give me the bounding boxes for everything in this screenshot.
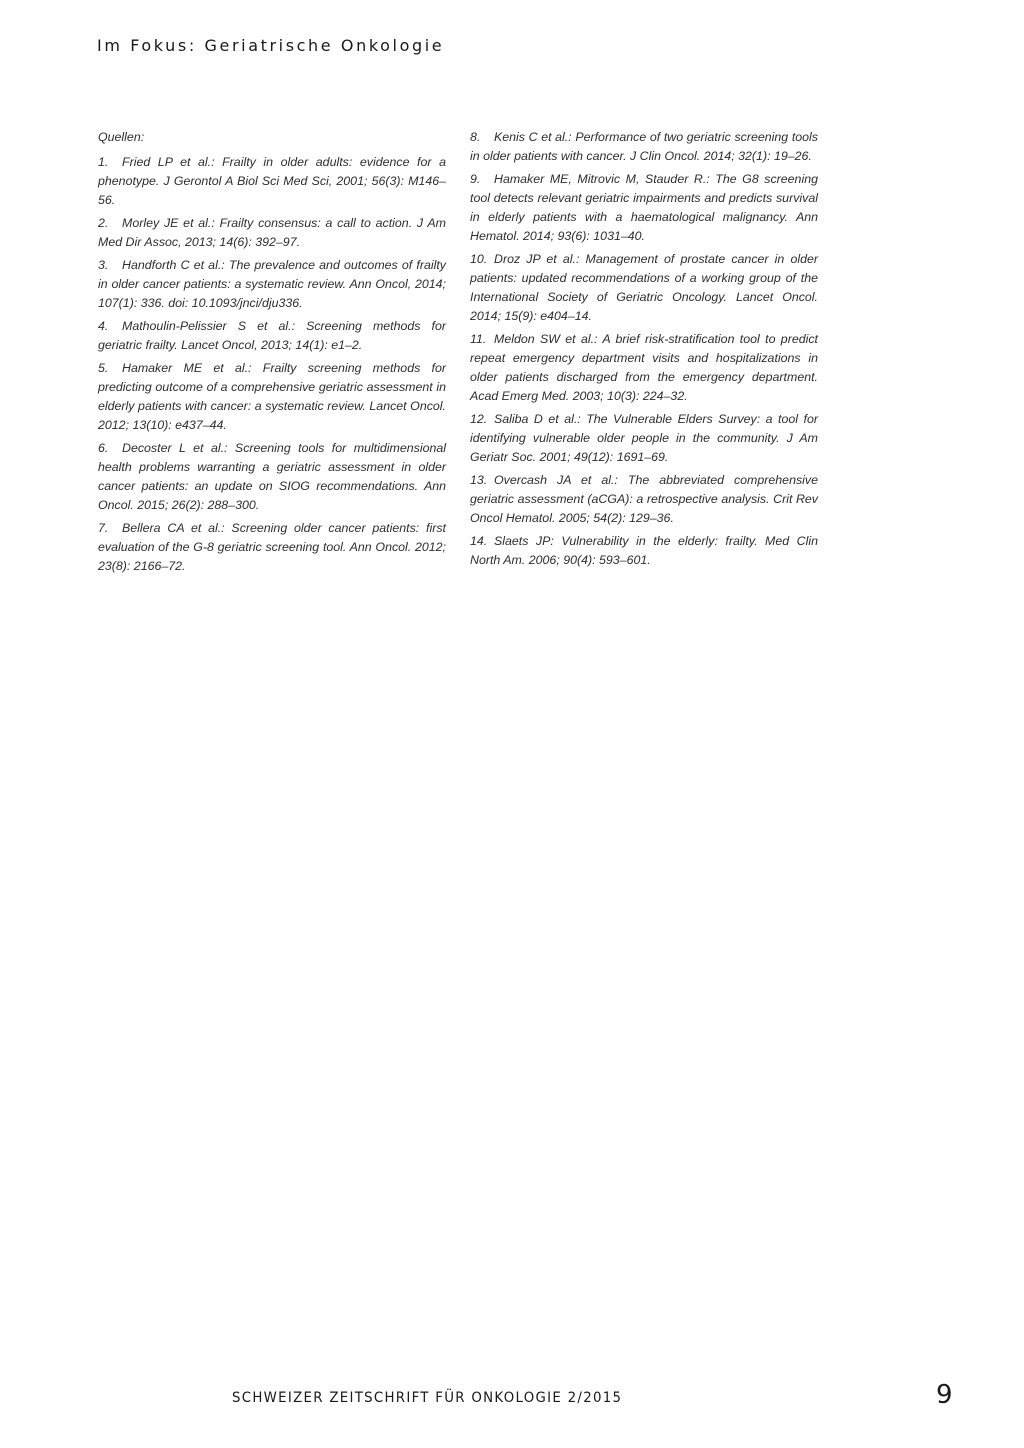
- references-column-left: [98, 128, 446, 580]
- reference-text: Hamaker ME, Mitrovic M, Stauder R.: The G8 screening tool detects relevant geriatric impairments and predicts survival in elderly patients with a haematological malignancy. Ann Hematol. 2014; 93(6): 1031–40.: [470, 172, 818, 243]
- reference-number: 2.: [98, 216, 109, 230]
- reference-item: [470, 250, 818, 326]
- reference-item: [98, 153, 446, 210]
- reference-text: Overcash JA et al.: The abbreviated comprehensive geriatric assessment (aCGA): a retrospective analysis. Crit Rev Oncol Hematol. 2005; 54(2): 129–36.: [470, 473, 818, 525]
- reference-text: Handforth C et al.: The prevalence and outcomes of frailty in older cancer patients: a systematic review. Ann Oncol, 2014; 107(1): 336. doi: 10.1093/jnci/dju336.: [98, 258, 446, 310]
- reference-number: 12.: [470, 412, 488, 426]
- reference-item: [470, 128, 818, 166]
- reference-text: Decoster L et al.: Screening tools for multidimensional health problems warranting a geriatric assessment in older cancer patients: an update on SIOG recommendations. Ann Oncol. 2015; 26(2): 288–300.: [98, 441, 446, 512]
- reference-number: 10.: [470, 252, 488, 266]
- reference-text: Mathoulin-Pelissier S et al.: Screening methods for geriatric frailty. Lancet Oncol, 2013; 14(1): e1–2.: [98, 319, 446, 352]
- reference-text: Hamaker ME et al.: Frailty screening methods for predicting outcome of a comprehensive geriatric assessment in elderly patients with cancer: a systematic review. Lancet Oncol. 2012; 13(10): e437–44.: [98, 361, 446, 432]
- sources-label: Quellen:: [98, 130, 145, 144]
- reference-item: [98, 317, 446, 355]
- reference-text: Bellera CA et al.: Screening older cancer patients: first evaluation of the G-8 geriatric screening tool. Ann Oncol. 2012; 23(8): 2166–72.: [98, 521, 446, 573]
- reference-text: Morley JE et al.: Frailty consensus: a call to action. J Am Med Dir Assoc, 2013; 14(6): 392–97.: [98, 216, 446, 249]
- reference-item: [470, 170, 818, 246]
- reference-number: 8.: [470, 130, 481, 144]
- reference-number: 6.: [98, 441, 109, 455]
- reference-item: [98, 359, 446, 435]
- reference-item: [470, 410, 818, 467]
- reference-number: 13.: [470, 473, 488, 487]
- reference-item: [470, 471, 818, 528]
- reference-list-right: [470, 128, 818, 570]
- reference-number: 1.: [98, 155, 109, 169]
- reference-number: 11.: [470, 332, 487, 346]
- references-column-right: [470, 128, 818, 574]
- reference-number: 4.: [98, 319, 109, 333]
- reference-text: Fried LP et al.: Frailty in older adults: evidence for a phenotype. J Gerontol A Biol Sci Med Sci, 2001; 56(3): M146–56.: [98, 155, 446, 207]
- reference-number: 3.: [98, 258, 109, 272]
- reference-text: Droz JP et al.: Management of prostate cancer in older patients: updated recommendations of a working group of the International Society of Geriatric Oncology. Lancet Oncol. 2014; 15(9): e404–14.: [470, 252, 818, 323]
- reference-text: Kenis C et al.: Performance of two geriatric screening tools in older patients with cancer. J Clin Oncol. 2014; 32(1): 19–26.: [470, 130, 818, 163]
- footer-journal-title: SCHWEIZER ZEITSCHRIFT FÜR ONKOLOGIE 2/2015: [232, 1390, 623, 1406]
- reference-text: Meldon SW et al.: A brief risk-stratification tool to predict repeat emergency department visits and hospitalizations in older patients discharged from the emergency department. Acad Emerg Med. 2003; 10(3): 224–32.: [470, 332, 818, 403]
- reference-text: Saliba D et al.: The Vulnerable Elders Survey: a tool for identifying vulnerable older people in the community. J Am Geriatr Soc. 2001; 49(12): 1691–69.: [470, 412, 818, 464]
- reference-text: Slaets JP: Vulnerability in the elderly: frailty. Med Clin North Am. 2006; 90(4): 593–601.: [470, 534, 818, 567]
- reference-number: 7.: [98, 521, 109, 535]
- reference-item: [98, 439, 446, 515]
- reference-item: [470, 532, 818, 570]
- reference-list-left: [98, 153, 446, 576]
- reference-number: 9.: [470, 172, 481, 186]
- reference-item: [98, 519, 446, 576]
- running-title: Im Fokus: Geriatrische Onkologie: [97, 36, 445, 55]
- reference-item: [98, 256, 446, 313]
- reference-number: 14.: [470, 534, 488, 548]
- reference-item: [470, 330, 818, 406]
- reference-item: [98, 214, 446, 252]
- reference-number: 5.: [98, 361, 109, 375]
- page-number: 9: [936, 1380, 953, 1410]
